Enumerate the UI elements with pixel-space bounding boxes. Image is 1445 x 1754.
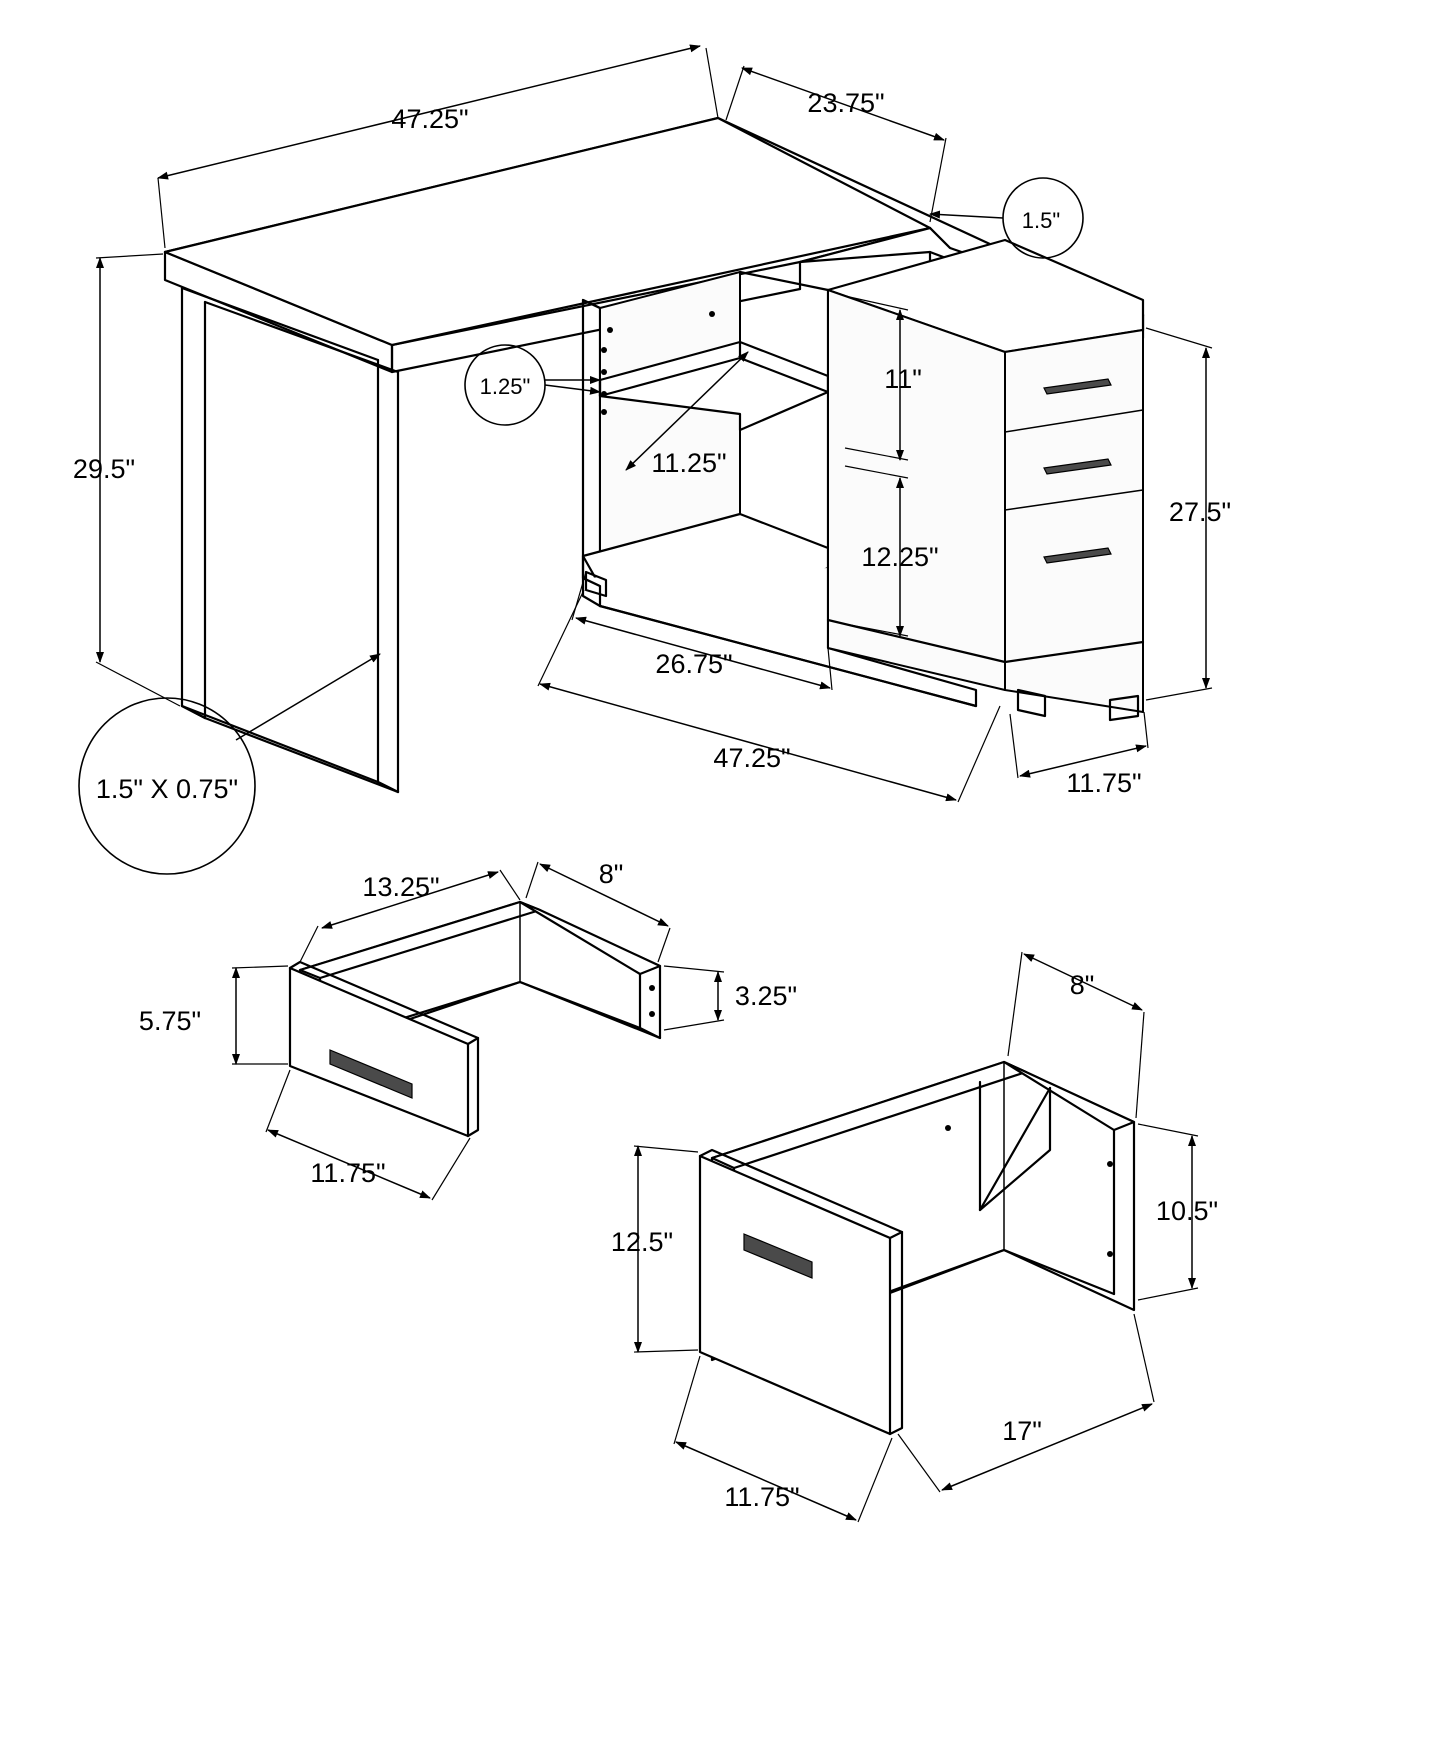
file-drawer-view (700, 1062, 1134, 1434)
label-sd-width: 13.25" (362, 872, 440, 902)
label-cabinet-depth: 11.75" (1066, 768, 1142, 798)
label-overall-height: 29.5" (72, 454, 136, 484)
label-fd-width: 17" (1002, 1416, 1042, 1446)
label-sd-depth: 8" (598, 859, 624, 889)
label-lower-opening: 12.25" (861, 542, 939, 572)
label-base-width: 47.25" (713, 743, 791, 773)
small-drawer-view (290, 902, 660, 1136)
label-fd-box-height: 10.5" (1155, 1196, 1219, 1226)
label-sd-front-height: 5.75" (138, 1006, 202, 1036)
label-top-depth: 23.75" (807, 88, 885, 118)
label-upper-opening: 11" (884, 364, 922, 394)
label-top-thickness: 1.5" (1021, 208, 1061, 233)
label-leg-profile: 1.5" X 0.75" (95, 774, 239, 804)
label-top-width: 47.25" (391, 104, 469, 134)
label-shelf-thickness: 1.25" (479, 374, 531, 399)
label-fd-front-height: 12.5" (610, 1227, 674, 1257)
label-fd-depth: 8" (1069, 970, 1095, 1000)
label-sd-box-height: 3.25" (734, 981, 798, 1011)
label-sd-front-width: 11.75" (310, 1158, 386, 1188)
desk-left-leg-frame (182, 288, 398, 792)
label-cabinet-height: 27.5" (1168, 497, 1232, 527)
desk-drawer-pedestal (828, 240, 1143, 720)
label-shelf-depth: 11.25" (651, 448, 727, 478)
label-shelf-width: 26.75" (655, 649, 733, 679)
label-fd-front-width: 11.75" (724, 1482, 800, 1512)
